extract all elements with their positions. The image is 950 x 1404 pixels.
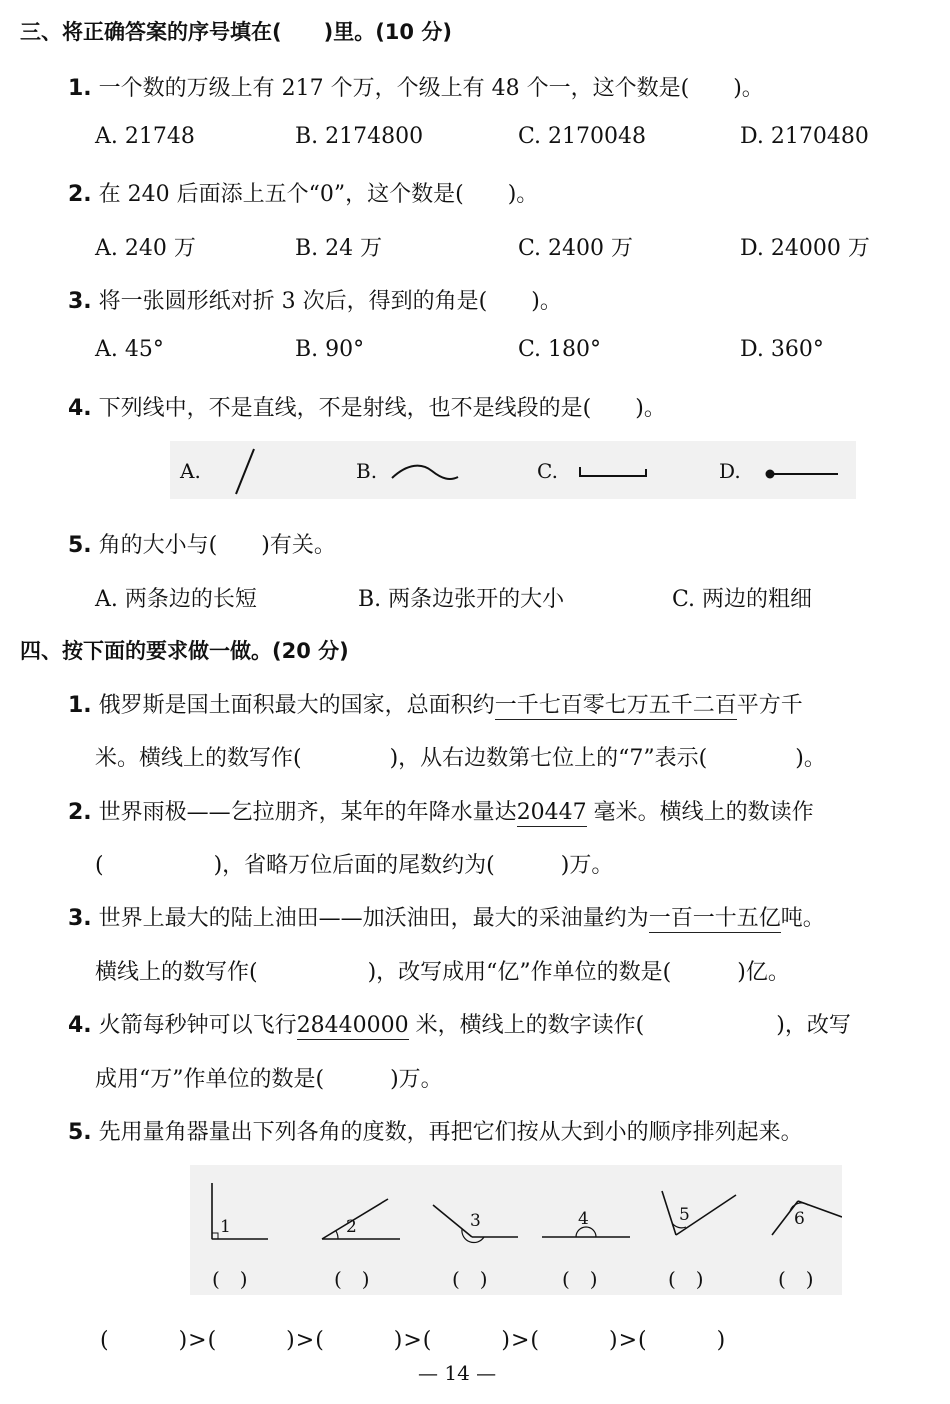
underlined-number: 一百一十五亿 bbox=[648, 906, 781, 931]
underlined-number: 20447 bbox=[516, 800, 587, 825]
option-d: D. 24000 万 bbox=[740, 236, 870, 261]
answer-blank[interactable]: ( ) bbox=[452, 1267, 488, 1291]
question-4-2-line2: ( )，省略万位后面的尾数约为( )万。 bbox=[95, 853, 614, 878]
question-4-1: 1. 俄罗斯是国土面积最大的国家，总面积约一千七百零七万五千二百平方千 bbox=[68, 693, 803, 718]
answer-blank[interactable]: ( ) bbox=[212, 1267, 248, 1291]
question-3-3: 3. 将一张圆形纸对折 3 次后，得到的角是( )。 bbox=[68, 289, 562, 314]
angle-label-1: 1 bbox=[220, 1217, 231, 1237]
order-line: ( )>( )>( )>( )>( )>( ) bbox=[100, 1328, 727, 1353]
question-4-3-line2: 横线上的数写作( )，改写成用“亿”作单位的数是( )亿。 bbox=[95, 960, 790, 985]
angle-label-2: 2 bbox=[346, 1217, 357, 1237]
angle-label-6: 6 bbox=[794, 1209, 805, 1229]
question-3-4: 4. 下列线中，不是直线，不是射线，也不是线段的是( )。 bbox=[68, 396, 666, 421]
figure-label-c: C. bbox=[537, 459, 558, 483]
curve-b bbox=[392, 466, 458, 479]
question-3-5: 5. 角的大小与( )有关。 bbox=[68, 533, 336, 558]
underlined-number: 28440000 bbox=[296, 1013, 409, 1038]
option-a: A. 240 万 bbox=[95, 236, 196, 261]
angle-5 bbox=[662, 1191, 736, 1235]
answer-blank[interactable]: ( ) bbox=[334, 1267, 370, 1291]
underlined-number: 一千七百零七万五千二百 bbox=[494, 693, 737, 718]
line-a bbox=[236, 449, 254, 494]
question-4-5: 5. 先用量角器量出下列各角的度数，再把它们按从大到小的顺序排列起来。 bbox=[68, 1120, 803, 1145]
answer-blank[interactable]: ( ) bbox=[778, 1267, 814, 1291]
question-4-1-line2: 米。横线上的数写作( )，从右边数第七位上的“7”表示( )。 bbox=[95, 746, 826, 771]
lines-drawing bbox=[170, 441, 856, 499]
option-a: A. 两条边的长短 bbox=[95, 587, 257, 612]
angle-label-4: 4 bbox=[578, 1209, 589, 1229]
page-number: — 14 — bbox=[418, 1361, 497, 1385]
option-d: D. 2170480 bbox=[740, 124, 869, 149]
angle-2 bbox=[322, 1199, 400, 1239]
angles-figure bbox=[190, 1165, 842, 1295]
figure-label-b: B. bbox=[356, 459, 378, 483]
angle-label-3: 3 bbox=[470, 1211, 481, 1231]
angle-label-5: 5 bbox=[679, 1205, 690, 1225]
angles-drawing bbox=[190, 1165, 842, 1295]
question-4-4-line2: 成用“万”作单位的数是( )万。 bbox=[95, 1067, 443, 1092]
option-b: B. 24 万 bbox=[295, 236, 383, 261]
option-a: A. 45° bbox=[95, 337, 164, 362]
option-d: D. 360° bbox=[740, 337, 824, 362]
answer-blank[interactable]: ( ) bbox=[562, 1267, 598, 1291]
option-c: C. 180° bbox=[518, 337, 602, 362]
answer-blank[interactable]: ( ) bbox=[668, 1267, 704, 1291]
question-3-2: 2. 在 240 后面添上五个“0”，这个数是( )。 bbox=[68, 182, 539, 207]
figure-label-d: D. bbox=[719, 459, 741, 483]
option-b: B. 2174800 bbox=[295, 124, 424, 149]
question-4-3: 3. 世界上最大的陆上油田——加沃油田，最大的采油量约为一百一十五亿吨。 bbox=[68, 906, 825, 931]
question-4-4: 4. 火箭每秒钟可以飞行28440000 米，横线上的数字读作( )，改写 bbox=[68, 1013, 851, 1038]
option-b: B. 两条边张开的大小 bbox=[358, 587, 565, 612]
option-c: C. 两边的粗细 bbox=[672, 587, 813, 612]
question-3-1: 1. 一个数的万级上有 217 个万，个级上有 48 个一，这个数是( )。 bbox=[68, 76, 764, 101]
option-a: A. 21748 bbox=[95, 124, 195, 149]
lines-figure bbox=[170, 441, 856, 499]
segment-c bbox=[580, 467, 646, 476]
question-4-2: 2. 世界雨极——乞拉朋齐，某年的年降水量达20447 毫米。横线上的数读作 bbox=[68, 800, 814, 825]
option-b: B. 90° bbox=[295, 337, 365, 362]
option-c: C. 2400 万 bbox=[518, 236, 634, 261]
option-c: C. 2170048 bbox=[518, 124, 647, 149]
angle-6 bbox=[772, 1201, 842, 1235]
figure-label-a: A. bbox=[180, 459, 201, 483]
section3-title: 三、将正确答案的序号填在( )里。(10 分) bbox=[20, 20, 452, 44]
section4-title: 四、按下面的要求做一做。(20 分) bbox=[20, 639, 349, 663]
